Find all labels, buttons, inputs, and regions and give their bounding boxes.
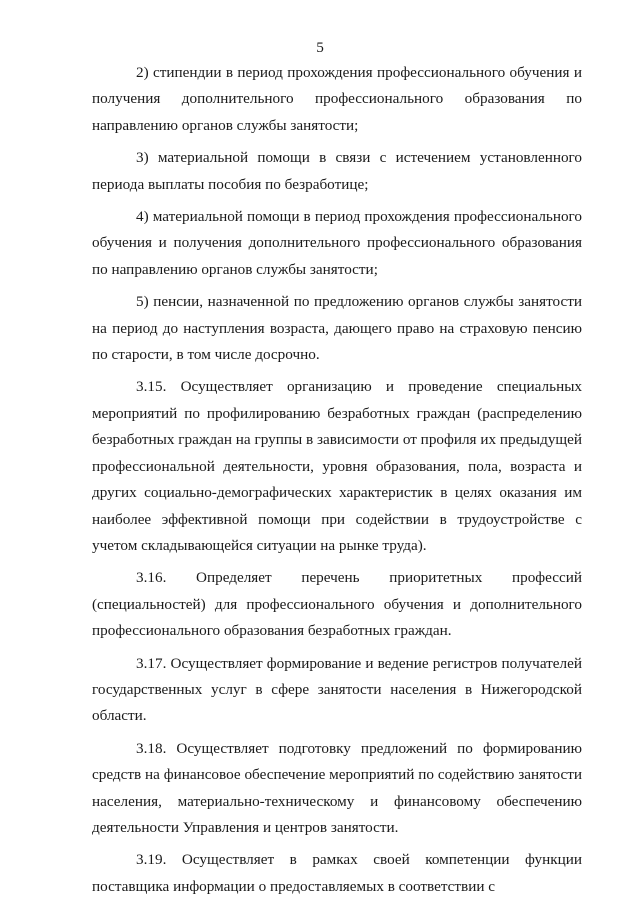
- paragraph-4-material-aid-training: 4) материальной помощи в период прохождения профессионального обучения и получения дополнительного профессионального образования по направлению органов службы занятости;: [92, 208, 582, 278]
- paragraph-3-16: 3.16. Определяет перечень приоритетных профессий (специальностей) для профессионального обучения и дополнительного профессионального образования безработных граждан.: [92, 569, 582, 640]
- page-number: 5: [316, 39, 324, 56]
- paragraph-3-material-aid-expiry: 3) материальной помощи в связи с истечением установленного периода выплаты пособия по безработице;: [92, 149, 582, 193]
- paragraph-3-15: 3.15. Осуществляет организацию и проведение специальных мероприятий по профилированию безработных граждан (распределению безработных граждан на группы в зависимости от профиля их предыдущей профессиональной деятельности, уровня образования, пола, возраста и других социально-демографических характеристик в целях оказания им наиболее эффективной помощи при содействии в трудоустройстве с учетом складывающейся ситуации на рынке труда).: [92, 378, 582, 554]
- paragraph-2-stipend: 2) стипендии в период прохождения профессионального обучения и получения дополнительного профессионального образования по направлению органов службы занятости;: [92, 64, 582, 134]
- paragraph-3-19: 3.19. Осуществляет в рамках своей компетенции функции поставщика информации о предоставляемых в соответствии с: [92, 851, 582, 895]
- paragraph-3-17: 3.17. Осуществляет формирование и ведение регистров получателей государственных услуг в сфере занятости населения в Нижегородской области.: [92, 654, 582, 725]
- paragraph-3-18: 3.18. Осуществляет подготовку предложений по формированию средств на финансовое обеспечение мероприятий по содействию занятости населения, материально-техническому и финансовому обеспечению деятельности Управления и центров занятости.: [92, 739, 582, 836]
- document-body: [92, 60, 582, 906]
- paragraph-5-pension: 5) пенсии, назначенной по предложению органов службы занятости на период до наступления возраста, дающего право на страховую пенсию по старости, в том числе досрочно.: [92, 293, 582, 364]
